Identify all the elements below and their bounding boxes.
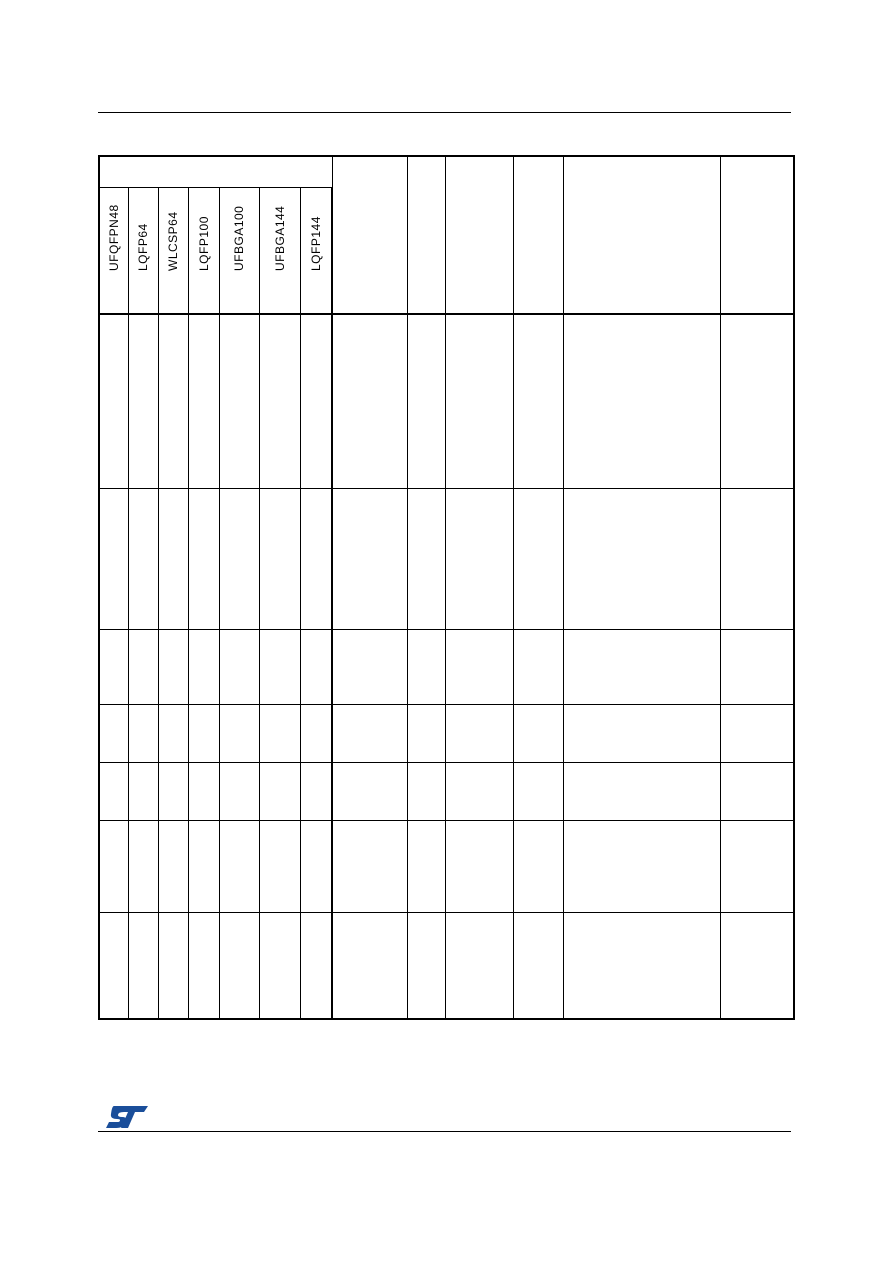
footer-rule: [98, 1131, 791, 1132]
table-cell: [513, 704, 563, 762]
table-cell: [188, 820, 219, 912]
table-cell: [332, 629, 407, 704]
header-row-group: [99, 156, 794, 187]
table-cell: [332, 762, 407, 820]
table-cell: [99, 629, 128, 704]
package-header-ufbga144: [259, 187, 300, 314]
table-cell: [158, 762, 188, 820]
table-cell: [407, 762, 445, 820]
package-label: LQFP144: [308, 216, 323, 271]
header-cell-notes: [513, 156, 563, 314]
table-cell: [332, 704, 407, 762]
table-row: [99, 704, 794, 762]
table-cell: [128, 629, 158, 704]
table-cell: [563, 629, 720, 704]
table-cell: [332, 912, 407, 1019]
package-header-ufqfpn48: [99, 187, 128, 314]
table-cell: [720, 488, 794, 629]
table-cell: [99, 314, 128, 488]
table-cell: [513, 314, 563, 488]
table-cell: [99, 704, 128, 762]
table-cell: [99, 912, 128, 1019]
package-header-lqfp100: [188, 187, 219, 314]
table-cell: [445, 704, 513, 762]
table-cell: [720, 629, 794, 704]
table-cell: [407, 629, 445, 704]
table-cell: [128, 488, 158, 629]
table-cell: [513, 488, 563, 629]
table-cell: [158, 820, 188, 912]
table-cell: [445, 762, 513, 820]
table-cell: [407, 912, 445, 1019]
table-cell: [259, 762, 300, 820]
table-row: [99, 488, 794, 629]
table-cell: [99, 820, 128, 912]
table-cell: [128, 820, 158, 912]
table-cell: [407, 820, 445, 912]
package-label: LQFP100: [196, 216, 211, 271]
table-cell: [563, 314, 720, 488]
st-logo-icon: [106, 1104, 150, 1130]
table-cell: [188, 488, 219, 629]
package-header-wlcsp64: [158, 187, 188, 314]
table-cell: [158, 629, 188, 704]
table-cell: [188, 704, 219, 762]
table-cell: [300, 762, 332, 820]
table-cell: [259, 704, 300, 762]
table-cell: [219, 912, 259, 1019]
table-cell: [219, 820, 259, 912]
package-label: UFBGA144: [272, 205, 287, 271]
table-cell: [332, 314, 407, 488]
table-cell: [259, 912, 300, 1019]
table-cell: [720, 912, 794, 1019]
table-cell: [407, 314, 445, 488]
table-cell: [720, 314, 794, 488]
table-cell: [563, 912, 720, 1019]
table-cell: [407, 488, 445, 629]
table-cell: [300, 704, 332, 762]
table-row: [99, 820, 794, 912]
table-cell: [128, 912, 158, 1019]
table-row: [99, 314, 794, 488]
table-cell: [188, 762, 219, 820]
header-cell-additional-functions: [720, 156, 794, 314]
table-cell: [513, 820, 563, 912]
table-cell: [128, 762, 158, 820]
package-label: UFQFPN48: [106, 204, 121, 271]
table-cell: [720, 762, 794, 820]
table-cell: [563, 762, 720, 820]
table-cell: [158, 912, 188, 1019]
header-cell-io-structure: [445, 156, 513, 314]
table-cell: [259, 488, 300, 629]
table-cell: [563, 704, 720, 762]
header-rule: [98, 112, 791, 113]
table-cell: [407, 704, 445, 762]
table-cell: [513, 912, 563, 1019]
table-cell: [219, 488, 259, 629]
table-cell: [300, 912, 332, 1019]
table-cell: [300, 314, 332, 488]
table-cell: [563, 488, 720, 629]
table-cell: [259, 629, 300, 704]
table-cell: [158, 314, 188, 488]
package-label: WLCSP64: [166, 211, 180, 271]
table-row: [99, 912, 794, 1019]
table-cell: [188, 912, 219, 1019]
table-cell: [513, 762, 563, 820]
table-cell: [158, 704, 188, 762]
table-cell: [99, 488, 128, 629]
table-cell: [445, 820, 513, 912]
package-header-ufbga100: [219, 187, 259, 314]
pinout-table: [98, 155, 795, 1020]
table-cell: [188, 314, 219, 488]
table-cell: [300, 488, 332, 629]
table-cell: [219, 762, 259, 820]
table-cell: [445, 488, 513, 629]
table-cell: [219, 629, 259, 704]
table-cell: [513, 629, 563, 704]
table-cell: [445, 314, 513, 488]
table-cell: [300, 629, 332, 704]
package-label: UFBGA100: [232, 205, 246, 271]
package-label: LQFP64: [136, 223, 150, 271]
table-cell: [332, 820, 407, 912]
header-cell-pin-type: [407, 156, 445, 314]
table-row: [99, 629, 794, 704]
table-cell: [300, 820, 332, 912]
table-cell: [188, 629, 219, 704]
pin-number-group-header: [99, 156, 332, 187]
table-row: [99, 762, 794, 820]
table-cell: [99, 762, 128, 820]
header-cell-pin-name: [332, 156, 407, 314]
table-cell: [445, 912, 513, 1019]
table-cell: [259, 314, 300, 488]
table-cell: [219, 704, 259, 762]
table-cell: [158, 488, 188, 629]
table-cell: [128, 314, 158, 488]
table-cell: [219, 314, 259, 488]
package-header-lqfp64: [128, 187, 158, 314]
table-cell: [563, 820, 720, 912]
table-cell: [259, 820, 300, 912]
table-cell: [332, 488, 407, 629]
table-cell: [445, 629, 513, 704]
table-cell: [720, 704, 794, 762]
header-cell-alternate-functions: [563, 156, 720, 314]
package-header-lqfp144: [300, 187, 332, 314]
table-cell: [720, 820, 794, 912]
table-cell: [128, 704, 158, 762]
